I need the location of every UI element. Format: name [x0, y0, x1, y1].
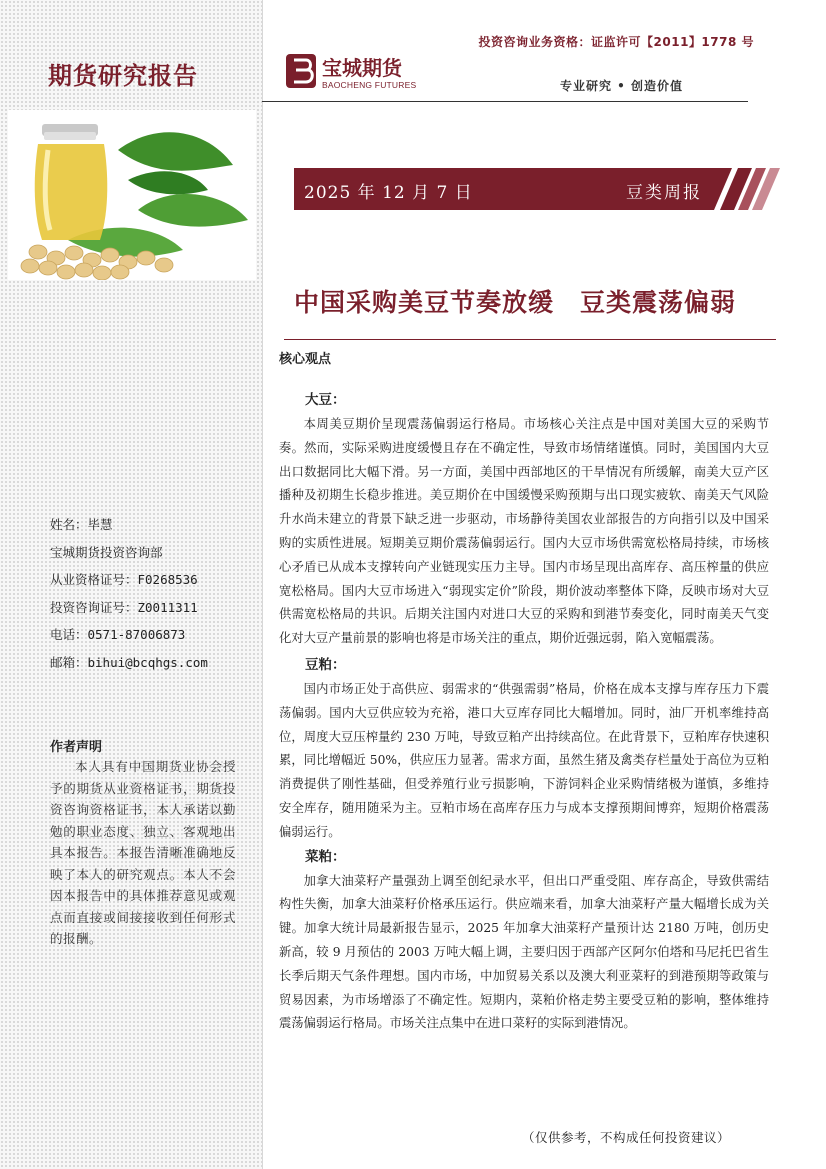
sidebar-divider [262, 0, 263, 1169]
license-text: 投资咨询业务资格：证监许可【2011】1778 号 [478, 35, 754, 49]
section-heading-meal: 豆粕： [305, 656, 346, 673]
analyst-qualification: 从业资格证号：F0268536 [50, 572, 198, 587]
analyst-phone: 电话：0571-87006873 [50, 627, 186, 642]
report-type-title: 期货研究报告 [48, 62, 198, 90]
title-divider [284, 339, 776, 340]
report-category: 豆类周报 [626, 183, 702, 203]
analyst-info [50, 515, 208, 680]
section-heading-soybean: 大豆： [305, 392, 346, 408]
header-divider [262, 101, 748, 102]
analyst-consulting-id: 投资咨询证号：Z0011311 [50, 599, 198, 615]
section-text-rapeseed: 加拿大油菜籽产量强劲上调至创纪录水平，但出口严重受阻、库存高企，导致供需结构性失衡，加拿大油菜籽价格承压运行。供应端来看，加拿大油菜籽产量大幅增长成为关键。加拿大统计局最新报告显示，2025 年加拿大油菜籽产量预计达 2180 万吨，创历史新高，较 9 月预估的 2003 万吨大幅上调，主要归因于西部产区阿尔伯塔和马尼托巴省生长季后期天气条件理想。国内市场，中加贸易关系以及澳大利亚菜籽的到港预期等政策与贸易因素，为市场增添了不确定性。短期内，菜粕价格走势主要受豆粕的影响，整体维持震荡偏弱运行格局。市场关注点集中在进口菜籽的实际到港情况。 [279, 873, 769, 1031]
logo-name: 宝城期货 [322, 56, 402, 80]
declaration-body: 本人具有中国期货业协会授予的期货从业资格证书，期货投资咨询资格证书，本人承诺以勤勉的职业态度、独立、客观地出具本报告。本报告清晰准确地反映了本人的研究观点。本人不会因本报告中的具体推荐意见或观点而直接或间接接收到任何形式的报酬。 [50, 759, 236, 946]
analyst-email[interactable]: 邮箱：bihui@bcqhgs.com [50, 654, 208, 670]
section-text-meal: 国内市场正处于高供应、弱需求的“供强需弱”格局，价格在成本支撑与库存压力下震荡偏弱。国内大豆供应较为充裕，港口大豆库存同比大幅增加。同时，油厂开机率维持高位，周度大豆压榨量约 230 万吨，导致豆粕产出持续高位。在此背景下，豆粕库存快速积累，同比增幅近 50%，供应压力显著。需求方面，虽然生猪及禽类存栏量处于高位为豆粕消费提供了刚性基础，但受养殖行业亏损影响，下游饲料企业采购情绪极为谨慎，多维持安全库存，随用随采为主。豆粕市场在高库存压力与成本支撑预期间博弈，短期价格震荡偏弱运行。 [279, 681, 769, 839]
analyst-company: 宝城期货投资咨询部 [50, 544, 163, 560]
report-date: 2025 年 12 月 7 日 [304, 183, 473, 203]
analyst-name: 姓名：毕慧 [50, 517, 113, 532]
logo-english: BAOCHENG FUTURES [322, 80, 417, 90]
page-title: 中国采购美豆节奏放缓 豆类震荡偏弱 [294, 288, 737, 317]
section-text-soybean: 本周美豆期价呈现震荡偏弱运行格局。市场核心关注点是中国对美国大豆的采购节奏。然而，实际采购进度缓慢且存在不确定性，导致市场情绪谨慎。同时，美国国内大豆出口数据同比大幅下滑。另一方面，美国中西部地区的干旱情况有所缓解，南美大豆产区播种及初期生长稳步推进。美豆期价在中国缓慢采购预期与出口现实疲软、南美天气风险升水尚未建立的背景下缺乏进一步驱动，市场静待美国农业部报告的方向指引以及中国采购的实质性进展。短期美豆期价震荡偏弱运行。国内大豆市场供需宽松格局持续，市场核心矛盾已从成本支撑转向产业链现实压力主导。国内市场呈现出高库存、高压榨量的供应宽松格局。国内大豆市场进入“弱现实定价”阶段，期价波动率整体下降，反映市场对大豆供需宽松格局的共识。后期关注国内对进口大豆的采购和到港节奏变化，同时南美天气变化对大豆产量前景的影响也将是市场关注的重点，期价近强远弱，陷入宽幅震荡。 [279, 417, 769, 646]
report-body [279, 388, 769, 1036]
core-views-label: 核心观点 [279, 352, 332, 367]
tagline: 专业研究 • 创造价值 [560, 79, 684, 93]
disclaimer: （仅供参考，不构成任何投资建议） [522, 1130, 731, 1145]
section-heading-rapeseed: 菜粕： [305, 848, 346, 865]
soybean-oil-photo [8, 110, 256, 280]
declaration-title: 作者声明 [50, 740, 103, 755]
